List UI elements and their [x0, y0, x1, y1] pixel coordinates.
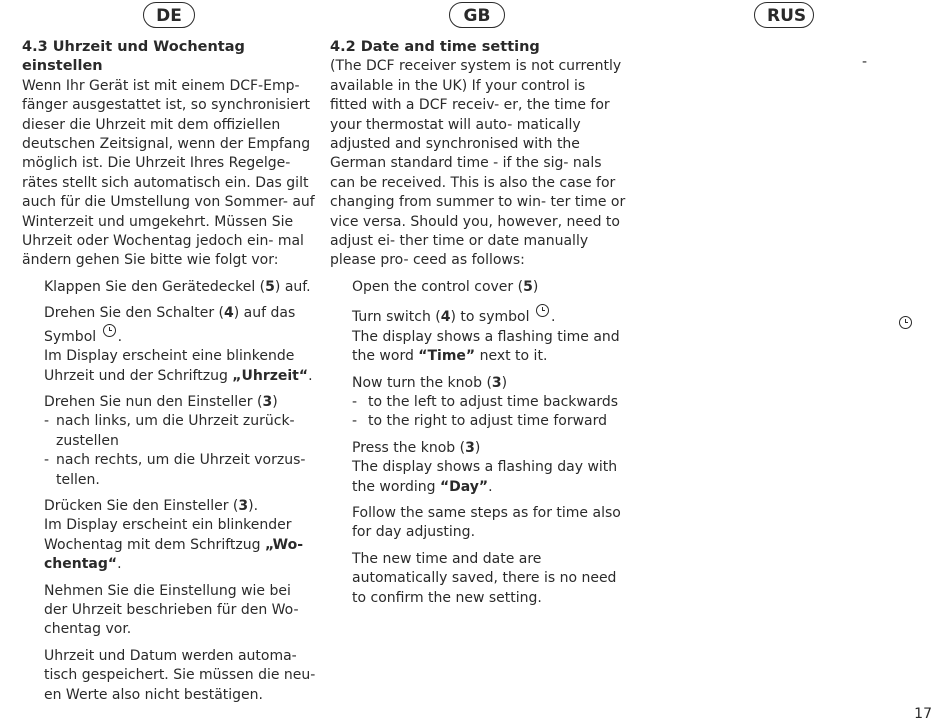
gb-step-4-word: “Day”: [439, 478, 489, 495]
gb-step-2-display-text: The display shows a flashing time and the word: [352, 328, 620, 365]
de-step-2-end: .: [308, 367, 313, 384]
dash-mark: -: [352, 393, 358, 410]
de-step-2-text: Drehen Sie den Schalter (: [44, 305, 225, 322]
de-step-2-ref: 4: [224, 305, 234, 322]
gb-steps: [352, 278, 626, 608]
de-step-4-period: .: [117, 556, 122, 573]
gb-step-4-period: .: [488, 478, 493, 495]
de-dash-item-1: [44, 412, 318, 451]
gb-step-4: [352, 439, 626, 497]
de-step-4-text: Drücken Sie den Einsteller (: [44, 497, 239, 514]
de-step-3-text: Drehen Sie nun den Einsteller (: [44, 393, 263, 410]
de-step-2-word: „Uhrzeit“: [232, 367, 309, 384]
rus-clock-symbol-icon: [899, 316, 912, 329]
de-dash-item-2: [44, 451, 318, 490]
de-step-3: [44, 393, 318, 490]
de-section-title: 4.3 Uhrzeit und Wochentag einstellen: [22, 39, 245, 75]
gb-step-1-end: ): [532, 278, 539, 295]
de-dash-item-2-text: nach rechts, um die Uhrzeit vorzus- tellen.: [56, 452, 306, 488]
dash-mark: -: [44, 413, 50, 430]
language-badge-de: DE: [143, 2, 195, 28]
gb-dash-item-2-text: to the right to adjust time forward: [368, 413, 607, 430]
de-step-1: [44, 278, 318, 297]
gb-step-2-word: “Time”: [418, 348, 476, 365]
gb-step-4-ref: 3: [465, 439, 475, 456]
de-step-4-display-text: Im Display erscheint ein blinkender Wochentag mit dem Schriftzug: [44, 517, 292, 553]
gb-dash-item-2: [352, 412, 626, 431]
gb-dash-item-1: [352, 393, 626, 412]
clock-symbol-icon: [103, 324, 116, 337]
gb-step-3-ref: 3: [491, 374, 502, 391]
de-step-2-text-mid: ) auf das Symbol: [44, 305, 296, 345]
gb-step-2-ref: 4: [440, 309, 451, 326]
de-step-4: [44, 497, 318, 575]
gb-step-5: Follow the same steps as for time also for day adjusting.: [352, 504, 621, 541]
de-step-4-end: ).: [248, 497, 259, 514]
language-badge-rus: RUS: [754, 2, 814, 28]
de-intro: Wenn Ihr Gerät ist mit einem DCF-Emp- fänger ausgestattet ist, so synchronisiert dieser die Uhrzeit mit dem offiziellen deutschen Zeitsignal, wenn der Empfang möglich ist. Die Uhrzeit Ihres Regelge- rätes stellt sich automatisch ein. Das gilt auch für die Umstellung von Sommer- auf Winterzeit und umgekehrt. Müssen Sie Uhrzeit oder Wochentag jedoch ein- mal ändern gehen Sie bitte wie folgt vor:: [22, 77, 315, 269]
language-badge-gb: GB: [449, 2, 505, 28]
gb-intro: (The DCF receiver system is not currently available in the UK) If your control is fitted with a DCF receiv- er, the time for your thermostat will auto- matically adjusted and synchronised with the German standard time - if the sig- nals can be received. This is also the case for changing from summer to win- ter time or vice versa. Should you, however, need to adjust ei- ther time or date manually please pro- ceed as follows:: [330, 58, 626, 269]
de-step-1-text: Klappen Sie den Gerätedeckel (: [44, 278, 266, 295]
de-step-6: Uhrzeit und Datum werden automa- tisch gespeichert. Sie müssen die neu- en Werte also nicht bestätigen.: [44, 647, 316, 703]
gb-section-title: 4.2 Date and time setting: [330, 39, 540, 55]
gb-step-2-end: next to it.: [475, 348, 548, 365]
dash-mark: -: [44, 452, 50, 469]
dash-mark: -: [352, 413, 358, 430]
de-step-3-ref: 3: [262, 393, 273, 410]
gb-step-2-text: Turn switch (: [352, 309, 441, 326]
de-step-1-ref: 5: [265, 278, 275, 295]
de-step-2: [44, 304, 318, 386]
de-step-4-word: „Wo- chentag“: [44, 536, 304, 573]
de-step-1-text-end: ) auf.: [274, 278, 311, 295]
de-step-2-period: .: [117, 328, 123, 345]
de-step-5: Nehmen Sie die Einstellung wie bei der Uhrzeit beschrieben für den Wo- chentag vor.: [44, 582, 299, 638]
de-step-4-ref: 3: [238, 497, 249, 514]
gb-step-4-text: Press the knob (: [352, 439, 466, 456]
gb-step-1: [352, 278, 626, 297]
gb-step-4-display-text: The display shows a flashing day with the wording: [352, 459, 618, 495]
gb-step-3-text: Now turn the knob (: [352, 374, 492, 391]
gb-step-3: [352, 374, 626, 432]
gb-dash-item-1-text: to the left to adjust time backwards: [368, 393, 619, 410]
gb-column: [330, 38, 626, 608]
gb-step-2-period: .: [550, 309, 556, 326]
gb-step-2: [352, 304, 626, 366]
gb-step-6: The new time and date are automatically saved, there is no need to confirm the new setting.: [352, 550, 617, 606]
de-steps: [44, 278, 318, 705]
de-step-3-end: ): [272, 393, 278, 410]
gb-step-3-end: ): [501, 374, 508, 391]
de-step-2-display-text: Im Display erscheint eine blinkende Uhrzeit und der Schriftzug: [44, 348, 295, 384]
rus-dash-mark: -: [862, 54, 868, 70]
gb-step-1-text: Open the control cover (: [352, 278, 524, 295]
gb-step-4-end: ): [474, 439, 481, 456]
de-dash-item-1-text: nach links, um die Uhrzeit zurück- zustellen: [56, 413, 295, 449]
gb-step-2-text-mid: ) to symbol: [450, 309, 530, 326]
gb-step-1-ref: 5: [523, 278, 533, 295]
de-column: [22, 38, 318, 705]
clock-symbol-icon: [536, 304, 549, 317]
page-number: 17: [914, 706, 932, 722]
